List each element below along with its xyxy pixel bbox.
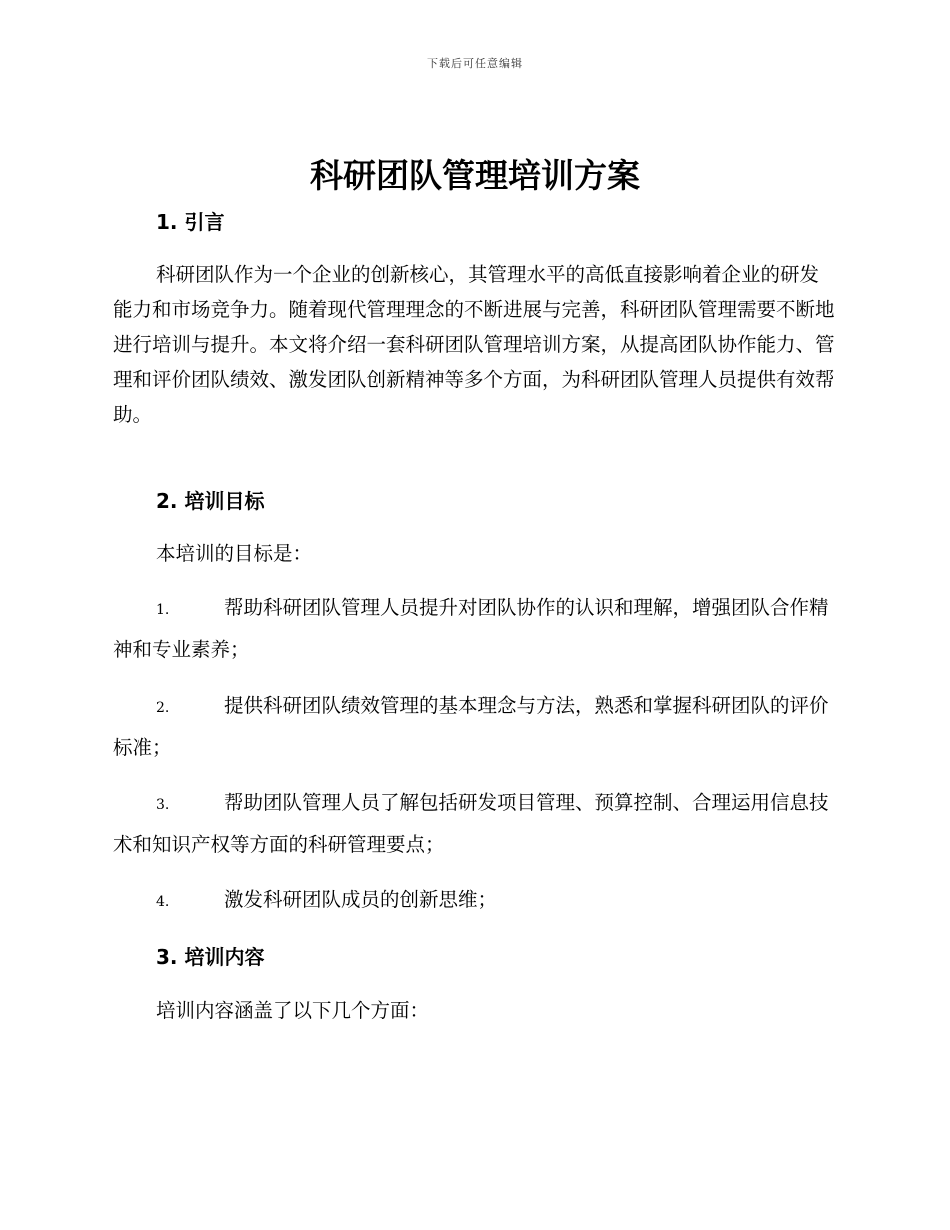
section-heading-introduction: 1. 引言 — [156, 210, 225, 234]
training-content-intro: 培训内容涵盖了以下几个方面： — [156, 999, 430, 1022]
training-goals-intro: 本培训的目标是： — [156, 542, 313, 565]
introduction-paragraph: 科研团队作为一个企业的创新核心，其管理水平的高低直接影响着企业的研发能力和市场竞争力。随着现代管理理念的不断进展与完善，科研团队管理需要不断地进行培训与提升。本文将介绍一套科研团队管理培训方案，从提高团队协作能力、管理和评价团队绩效、激发团队创新精神等多个方面，为科研团队管理人员提供有效帮助。 — [113, 263, 835, 426]
section-heading-training-goals: 2. 培训目标 — [156, 489, 265, 513]
goal-list-item — [113, 783, 835, 864]
list-number: 3. — [156, 797, 170, 813]
list-text: 帮助团队管理人员了解包括研发项目管理、预算控制、合理运用信息技术和知识产权等方面的科研管理要点； — [113, 791, 829, 856]
list-text: 提供科研团队绩效管理的基本理念与方法，熟悉和掌握科研团队的评价标准； — [113, 694, 829, 759]
document-title: 科研团队管理培训方案 — [310, 156, 640, 195]
goal-list-item — [113, 880, 835, 922]
list-number: 4. — [156, 894, 170, 910]
list-text: 激发科研团队成员的创新思维； — [224, 888, 498, 911]
page-header-note: 下载后可任意编辑 — [427, 57, 523, 70]
list-text: 帮助科研团队管理人员提升对团队协作的认识和理解，增强团队合作精神和专业素养； — [113, 596, 829, 661]
section-heading-training-content: 3. 培训内容 — [156, 945, 265, 969]
goal-list-item — [113, 588, 835, 669]
list-number: 2. — [156, 700, 170, 716]
goal-list-item — [113, 686, 835, 767]
list-number: 1. — [156, 602, 170, 618]
